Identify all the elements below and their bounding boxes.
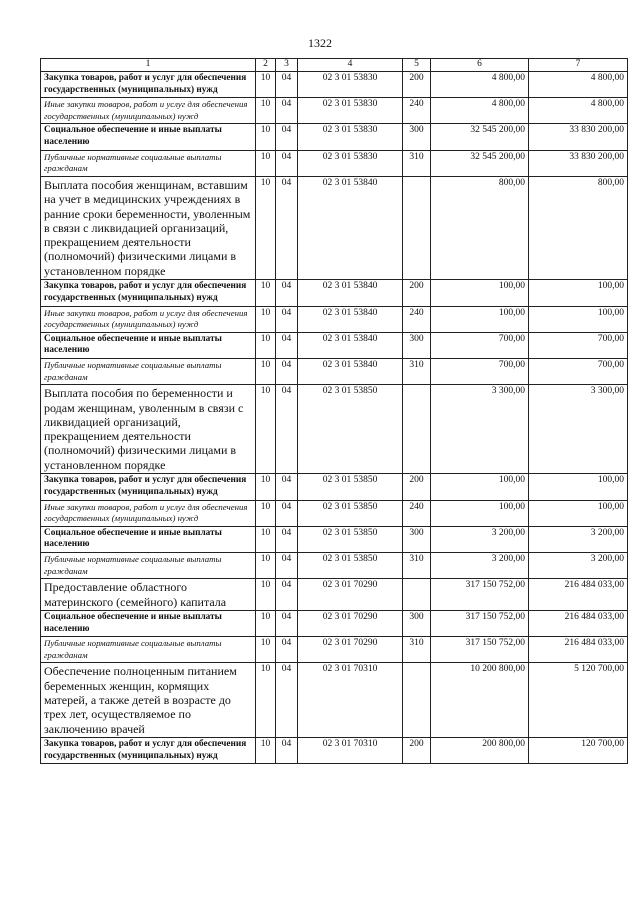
section-cell: 10 — [256, 98, 276, 124]
column-header: 2 — [256, 59, 276, 72]
amount-year2-cell: 700,00 — [529, 359, 628, 385]
subsection-cell: 04 — [276, 306, 298, 332]
section-cell: 10 — [256, 385, 276, 474]
amount-year2-cell: 33 830 200,00 — [529, 150, 628, 176]
table-row — [41, 637, 628, 663]
section-cell: 10 — [256, 176, 276, 279]
expense-type-cell: 300 — [403, 124, 431, 151]
target-article-cell: 02 3 01 53850 — [298, 385, 403, 474]
item-name-cell: Обеспечение полноценным питанием беременных женщин, кормящих матерей, а также детей в возрасте до трех лет, осуществляемое по заключению врачей — [41, 663, 256, 737]
amount-year1-cell: 32 545 200,00 — [431, 150, 529, 176]
expense-type-cell: 240 — [403, 500, 431, 526]
target-article-cell: 02 3 01 53830 — [298, 150, 403, 176]
target-article-cell: 02 3 01 70310 — [298, 663, 403, 737]
section-cell: 10 — [256, 610, 276, 637]
amount-year2-cell: 3 200,00 — [529, 553, 628, 579]
item-name-cell: Социальное обеспечение и иные выплаты населению — [41, 610, 256, 637]
budget-table — [40, 58, 628, 764]
section-cell: 10 — [256, 663, 276, 737]
table-row — [41, 150, 628, 176]
table-row — [41, 359, 628, 385]
amount-year1-cell: 10 200 800,00 — [431, 663, 529, 737]
column-number-row — [41, 59, 628, 72]
target-article-cell: 02 3 01 53840 — [298, 332, 403, 359]
section-cell: 10 — [256, 579, 276, 611]
table-row — [41, 176, 628, 279]
item-name-cell: Публичные нормативные социальные выплаты гражданам — [41, 637, 256, 663]
table-row — [41, 500, 628, 526]
section-cell: 10 — [256, 71, 276, 98]
expense-type-cell — [403, 385, 431, 474]
amount-year1-cell: 317 150 752,00 — [431, 637, 529, 663]
page-number: 1322 — [308, 36, 332, 50]
amount-year2-cell: 3 200,00 — [529, 526, 628, 553]
subsection-cell: 04 — [276, 124, 298, 151]
target-article-cell: 02 3 01 53850 — [298, 474, 403, 501]
subsection-cell: 04 — [276, 359, 298, 385]
item-name-cell: Выплата пособия женщинам, вставшим на учет в медицинских учреждениях в ранние сроки беременности, уволенным в связи с ликвидацией организаций, прекращением деятельности (полномочий) физическими лицами в установленном порядке — [41, 176, 256, 279]
subsection-cell: 04 — [276, 553, 298, 579]
amount-year1-cell: 100,00 — [431, 280, 529, 307]
item-name-cell: Иные закупки товаров, работ и услуг для обеспечения государственных (муниципальных) нужд — [41, 500, 256, 526]
target-article-cell: 02 3 01 53830 — [298, 98, 403, 124]
subsection-cell: 04 — [276, 526, 298, 553]
amount-year1-cell: 700,00 — [431, 359, 529, 385]
amount-year2-cell: 4 800,00 — [529, 71, 628, 98]
subsection-cell: 04 — [276, 71, 298, 98]
expense-type-cell: 240 — [403, 306, 431, 332]
item-name-cell: Закупка товаров, работ и услуг для обеспечения государственных (муниципальных) нужд — [41, 737, 256, 764]
expense-type-cell — [403, 579, 431, 611]
section-cell: 10 — [256, 526, 276, 553]
target-article-cell: 02 3 01 53840 — [298, 280, 403, 307]
amount-year1-cell: 700,00 — [431, 332, 529, 359]
section-cell: 10 — [256, 150, 276, 176]
target-article-cell: 02 3 01 53840 — [298, 306, 403, 332]
subsection-cell: 04 — [276, 663, 298, 737]
section-cell: 10 — [256, 359, 276, 385]
column-header: 1 — [41, 59, 256, 72]
expense-type-cell: 310 — [403, 359, 431, 385]
table-row — [41, 306, 628, 332]
target-article-cell: 02 3 01 53840 — [298, 176, 403, 279]
expense-type-cell: 300 — [403, 610, 431, 637]
table-row — [41, 663, 628, 737]
item-name-cell: Закупка товаров, работ и услуг для обеспечения государственных (муниципальных) нужд — [41, 280, 256, 307]
table-row — [41, 71, 628, 98]
amount-year1-cell: 32 545 200,00 — [431, 124, 529, 151]
amount-year1-cell: 100,00 — [431, 500, 529, 526]
amount-year2-cell: 216 484 033,00 — [529, 637, 628, 663]
item-name-cell: Выплата пособия по беременности и родам женщинам, уволенным в связи с ликвидацией организаций, прекращением деятельности (полномочий) физическими лицами в установленном порядке — [41, 385, 256, 474]
section-cell: 10 — [256, 124, 276, 151]
amount-year1-cell: 100,00 — [431, 306, 529, 332]
target-article-cell: 02 3 01 53830 — [298, 124, 403, 151]
target-article-cell: 02 3 01 53850 — [298, 500, 403, 526]
table-row — [41, 280, 628, 307]
item-name-cell: Публичные нормативные социальные выплаты гражданам — [41, 359, 256, 385]
target-article-cell: 02 3 01 70290 — [298, 610, 403, 637]
table-row — [41, 553, 628, 579]
table-row — [41, 124, 628, 151]
subsection-cell: 04 — [276, 98, 298, 124]
target-article-cell: 02 3 01 70290 — [298, 637, 403, 663]
table-row — [41, 610, 628, 637]
column-header: 5 — [403, 59, 431, 72]
amount-year1-cell: 317 150 752,00 — [431, 610, 529, 637]
amount-year1-cell: 100,00 — [431, 474, 529, 501]
item-name-cell: Публичные нормативные социальные выплаты гражданам — [41, 553, 256, 579]
amount-year2-cell: 100,00 — [529, 280, 628, 307]
amount-year1-cell: 317 150 752,00 — [431, 579, 529, 611]
amount-year1-cell: 4 800,00 — [431, 71, 529, 98]
table-row — [41, 98, 628, 124]
item-name-cell: Предоставление областного материнского (семейного) капитала — [41, 579, 256, 611]
amount-year2-cell: 100,00 — [529, 500, 628, 526]
item-name-cell: Публичные нормативные социальные выплаты гражданам — [41, 150, 256, 176]
amount-year1-cell: 3 300,00 — [431, 385, 529, 474]
section-cell: 10 — [256, 280, 276, 307]
subsection-cell: 04 — [276, 176, 298, 279]
amount-year2-cell: 216 484 033,00 — [529, 610, 628, 637]
amount-year1-cell: 4 800,00 — [431, 98, 529, 124]
expense-type-cell: 310 — [403, 553, 431, 579]
table-row — [41, 737, 628, 764]
amount-year1-cell: 200 800,00 — [431, 737, 529, 764]
expense-type-cell: 200 — [403, 737, 431, 764]
table-row — [41, 526, 628, 553]
section-cell: 10 — [256, 306, 276, 332]
expense-type-cell: 310 — [403, 150, 431, 176]
section-cell: 10 — [256, 474, 276, 501]
expense-type-cell — [403, 663, 431, 737]
subsection-cell: 04 — [276, 579, 298, 611]
item-name-cell: Социальное обеспечение и иные выплаты населению — [41, 124, 256, 151]
table-row — [41, 474, 628, 501]
subsection-cell: 04 — [276, 150, 298, 176]
subsection-cell: 04 — [276, 637, 298, 663]
expense-type-cell: 200 — [403, 474, 431, 501]
amount-year2-cell: 100,00 — [529, 306, 628, 332]
expense-type-cell: 200 — [403, 280, 431, 307]
amount-year2-cell: 33 830 200,00 — [529, 124, 628, 151]
target-article-cell: 02 3 01 53850 — [298, 526, 403, 553]
subsection-cell: 04 — [276, 500, 298, 526]
section-cell: 10 — [256, 637, 276, 663]
amount-year2-cell: 3 300,00 — [529, 385, 628, 474]
amount-year2-cell: 216 484 033,00 — [529, 579, 628, 611]
column-header: 4 — [298, 59, 403, 72]
column-header: 6 — [431, 59, 529, 72]
subsection-cell: 04 — [276, 280, 298, 307]
expense-type-cell: 300 — [403, 332, 431, 359]
target-article-cell: 02 3 01 70290 — [298, 579, 403, 611]
amount-year2-cell: 700,00 — [529, 332, 628, 359]
item-name-cell: Закупка товаров, работ и услуг для обеспечения государственных (муниципальных) нужд — [41, 71, 256, 98]
table-row — [41, 332, 628, 359]
item-name-cell: Иные закупки товаров, работ и услуг для обеспечения государственных (муниципальных) нужд — [41, 98, 256, 124]
subsection-cell: 04 — [276, 737, 298, 764]
subsection-cell: 04 — [276, 610, 298, 637]
section-cell: 10 — [256, 332, 276, 359]
amount-year1-cell: 3 200,00 — [431, 553, 529, 579]
subsection-cell: 04 — [276, 332, 298, 359]
amount-year2-cell: 120 700,00 — [529, 737, 628, 764]
target-article-cell: 02 3 01 70310 — [298, 737, 403, 764]
target-article-cell: 02 3 01 53850 — [298, 553, 403, 579]
expense-type-cell: 310 — [403, 637, 431, 663]
item-name-cell: Социальное обеспечение и иные выплаты населению — [41, 332, 256, 359]
item-name-cell: Иные закупки товаров, работ и услуг для обеспечения государственных (муниципальных) нужд — [41, 306, 256, 332]
amount-year1-cell: 3 200,00 — [431, 526, 529, 553]
table-body — [41, 71, 628, 764]
amount-year1-cell: 800,00 — [431, 176, 529, 279]
amount-year2-cell: 100,00 — [529, 474, 628, 501]
subsection-cell: 04 — [276, 385, 298, 474]
column-header: 3 — [276, 59, 298, 72]
expense-type-cell: 200 — [403, 71, 431, 98]
subsection-cell: 04 — [276, 474, 298, 501]
amount-year2-cell: 800,00 — [529, 176, 628, 279]
table-row — [41, 385, 628, 474]
item-name-cell: Закупка товаров, работ и услуг для обеспечения государственных (муниципальных) нужд — [41, 474, 256, 501]
section-cell: 10 — [256, 553, 276, 579]
amount-year2-cell: 5 120 700,00 — [529, 663, 628, 737]
expense-type-cell — [403, 176, 431, 279]
item-name-cell: Социальное обеспечение и иные выплаты населению — [41, 526, 256, 553]
expense-type-cell: 300 — [403, 526, 431, 553]
amount-year2-cell: 4 800,00 — [529, 98, 628, 124]
section-cell: 10 — [256, 737, 276, 764]
column-header: 7 — [529, 59, 628, 72]
target-article-cell: 02 3 01 53830 — [298, 71, 403, 98]
table-row — [41, 579, 628, 611]
target-article-cell: 02 3 01 53840 — [298, 359, 403, 385]
expense-type-cell: 240 — [403, 98, 431, 124]
section-cell: 10 — [256, 500, 276, 526]
